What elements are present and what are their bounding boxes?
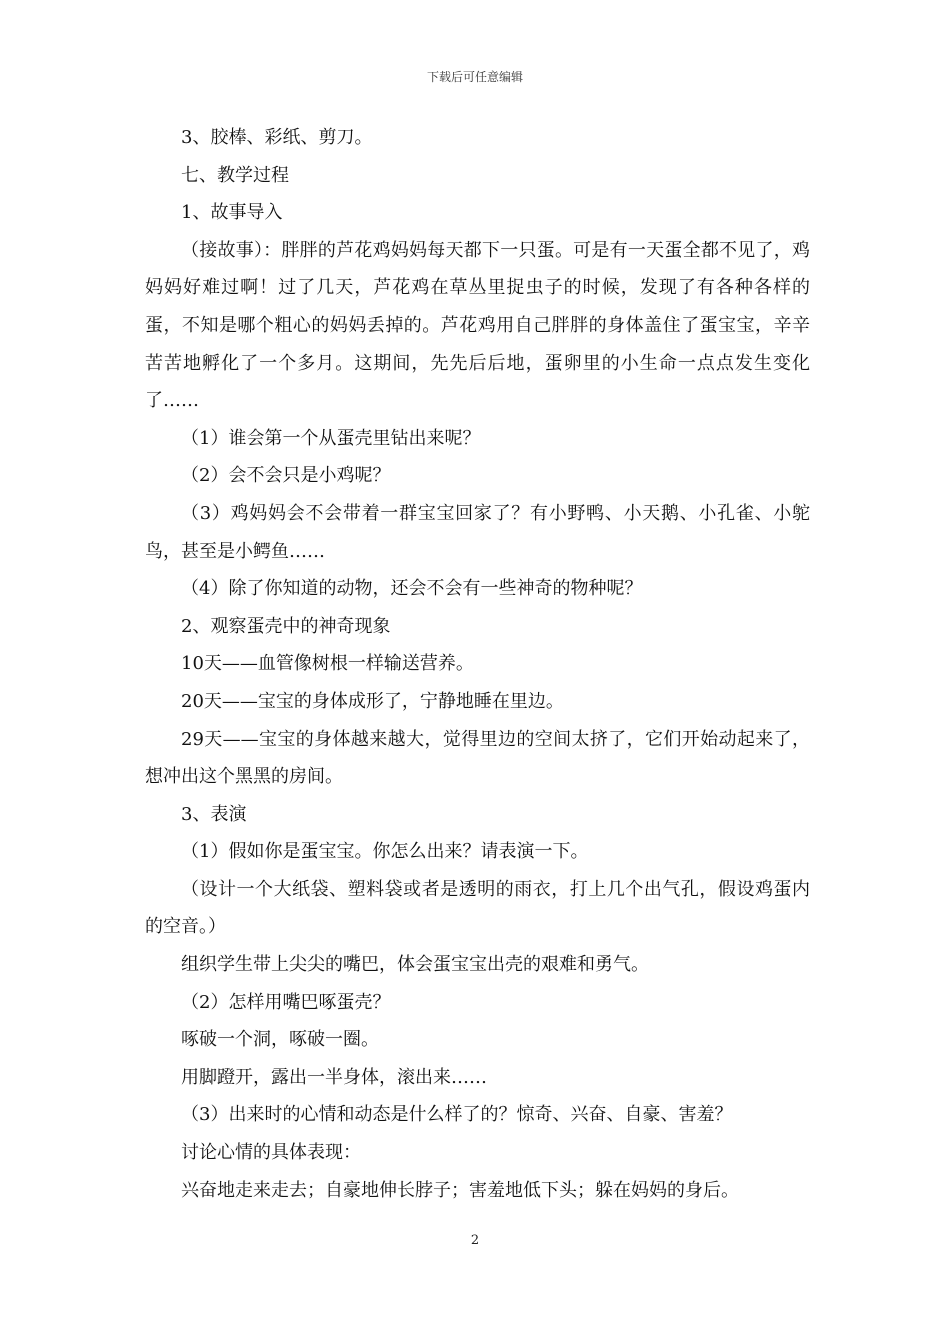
performance-item-2: （2）怎样用嘴巴啄蛋壳？ [181,991,391,1013]
page-number: 2 [470,1233,480,1248]
performance-item-1: （1）假如你是蛋宝宝。你怎么出来？请表演一下。 [181,841,589,863]
performance-design-note: （设计一个大纸袋、塑料袋或者是透明的雨衣，打上几个出气孔，假设鸡蛋内的空音。） [145,878,810,938]
peck-text: 啄破一个洞，啄破一圈。 [181,1029,379,1051]
day-20-text: 20天——宝宝的身体成形了，宁静地睡在里边。 [181,690,564,712]
subheading-story-intro: 1、故事导入 [181,202,283,224]
performance-item-3: （3）出来时的心情和动态是什么样了的？惊奇、兴奋、自豪、害羞？ [181,1104,733,1126]
day-29-text: 29天——宝宝的身体越来越大，觉得里边的空间太挤了，它们开始动起来了，想冲出这个黑黑的房间。 [145,728,810,788]
subheading-performance: 3、表演 [181,803,247,825]
paragraph-story: （接故事）：胖胖的芦花鸡妈妈每天都下一只蛋。可是有一天蛋全都不见了，鸡妈妈好难过啊！过了几天，芦花鸡在草丛里捉虫子的时候，发现了有各种各样的蛋，不知是哪个粗心的妈妈丢掉的。芦花鸡用自己胖胖的身体盖住了蛋宝宝，辛辛苦苦地孵化了一个多月。这期间，先先后后地，蛋卵里的小生命一点点发生变化了…… [145,239,810,412]
document-body [145,119,810,1209]
question-3: （3）鸡妈妈会不会带着一群宝宝回家了？有小野鸭、小天鹅、小孔雀、小鸵鸟，甚至是小鳄鱼…… [145,502,810,562]
discussion-text: 兴奋地走来走去；自豪地伸长脖子；害羞地低下头；躲在妈妈的身后。 [181,1179,739,1201]
day-10-text: 10天——血管像树根一样输送营养。 [181,653,474,675]
question-4: （4）除了你知道的动物，还会不会有一些神奇的物种呢？ [181,578,643,600]
question-2: （2）会不会只是小鸡呢？ [181,465,391,487]
question-1: （1）谁会第一个从蛋壳里钻出来呢？ [181,427,481,449]
performance-organize: 组织学生带上尖尖的嘴巴，体会蛋宝宝出壳的艰难和勇气。 [181,954,649,976]
subheading-observe: 2、观察蛋壳中的神奇现象 [181,615,391,637]
paragraph-materials: 3、胶棒、彩纸、剪刀。 [181,127,373,148]
kick-text: 用脚蹬开，露出一半身体，滚出来…… [181,1066,487,1088]
page-header: 下载后可任意编辑 [426,70,523,84]
section-heading-teaching-process: 七、教学过程 [181,164,289,186]
discussion-heading: 讨论心情的具体表现： [181,1142,361,1164]
